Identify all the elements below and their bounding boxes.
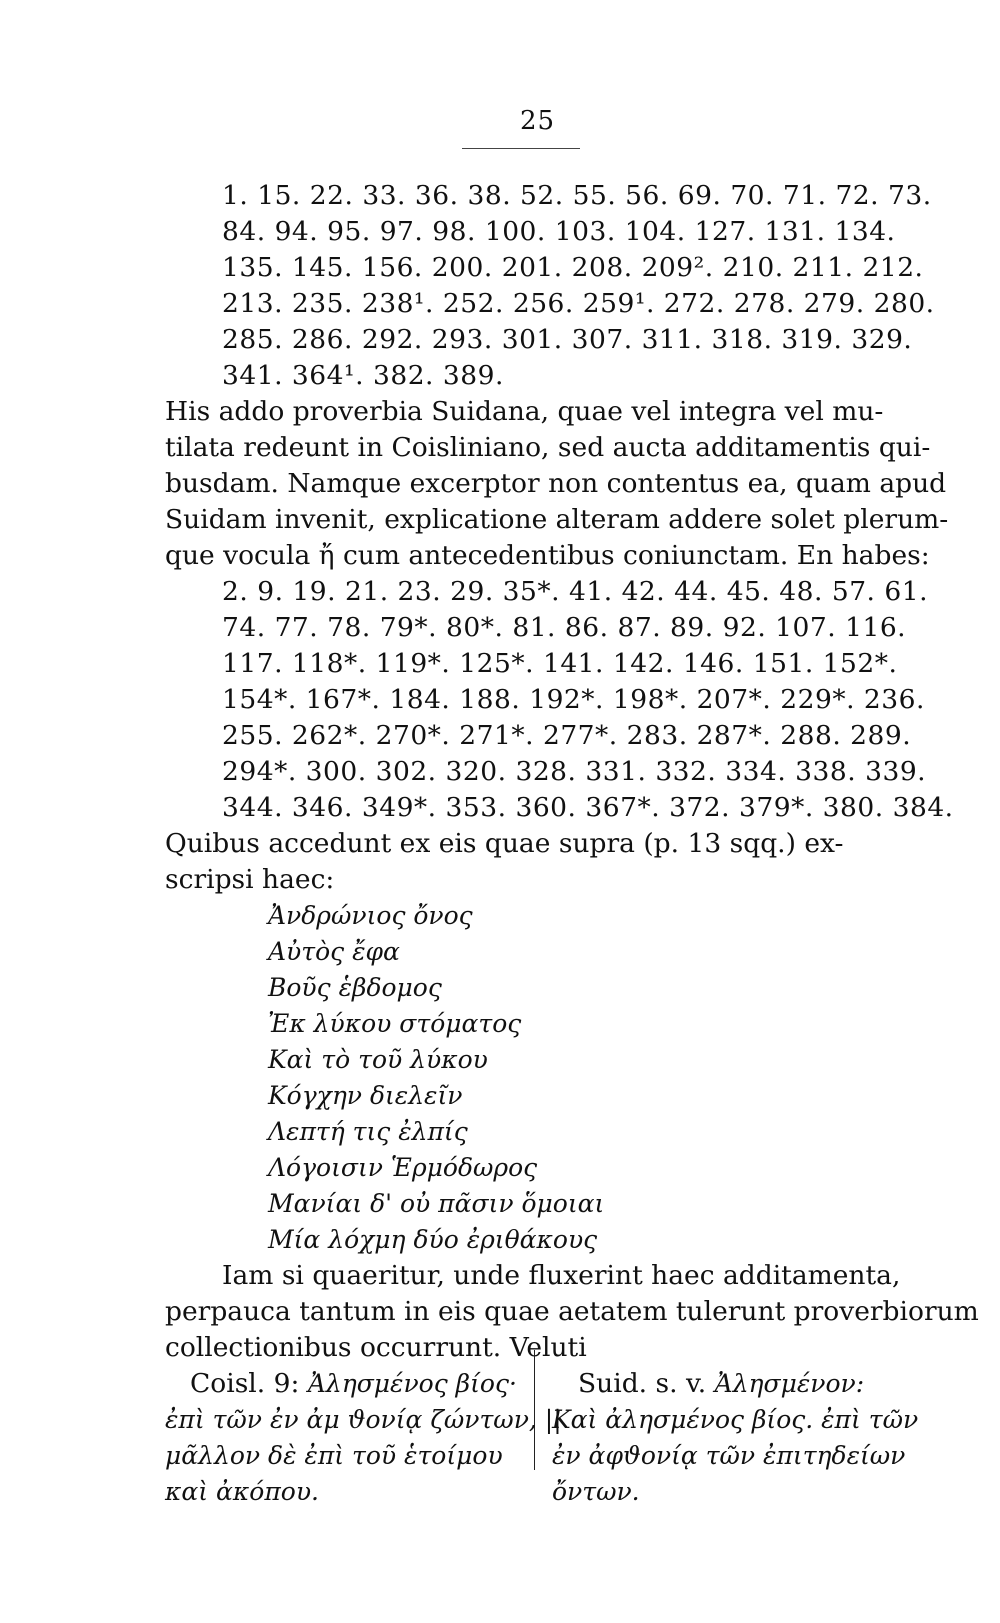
number-line: 341. 364¹. 382. 389. bbox=[222, 360, 504, 391]
greek-proverb: Κόγχην διελεῖν bbox=[268, 1081, 463, 1110]
number-line: 2. 9. 19. 21. 23. 29. 35*. 41. 42. 44. 45. 48. 57. 61. bbox=[222, 576, 929, 607]
number-line: 344. 346. 349*. 353. 360. 367*. 372. 379*. 380. 384. bbox=[222, 792, 954, 823]
text-line: scripsi haec: bbox=[165, 864, 335, 895]
page-number: 25 bbox=[520, 106, 556, 136]
suid-lemma: Ἀλησμένον: bbox=[714, 1369, 865, 1398]
suid-text-line: ὄντων. bbox=[552, 1477, 640, 1506]
text-line: Quibus accedunt ex eis quae supra (p. 13 sqq.) ex- bbox=[165, 828, 844, 859]
coisl-text-line: μᾶλλον δὲ ἐπὶ τοῦ ἑτοίμου bbox=[165, 1441, 503, 1470]
number-line: 74. 77. 78. 79*. 80*. 81. 86. 87. 89. 92. 107. 116. bbox=[222, 612, 907, 643]
coisl-label: Coisl. 9: bbox=[190, 1368, 300, 1399]
number-line: 255. 262*. 270*. 271*. 277*. 283. 287*. 288. 289. bbox=[222, 720, 912, 751]
text-line: perpauca tantum in eis quae aetatem tulerunt proverbiorum bbox=[165, 1296, 979, 1327]
suid-source bbox=[578, 1366, 864, 1402]
header-rule bbox=[462, 148, 580, 149]
text-line: Iam si quaeritur, unde fluxerint haec additamenta, bbox=[222, 1260, 901, 1291]
number-line: 117. 118*. 119*. 125*. 141. 142. 146. 151. 152*. bbox=[222, 648, 898, 679]
suid-text-line: Καὶ ἀλησμένος βίος. ἐπὶ τῶν bbox=[552, 1405, 919, 1434]
greek-proverb: Ἀνδρώνιος ὄνος bbox=[268, 901, 473, 930]
greek-proverb: Μανίαι δ' οὐ πᾶσιν ὅμοιαι bbox=[268, 1189, 605, 1218]
number-line: 285. 286. 292. 293. 301. 307. 311. 318. 319. 329. bbox=[222, 324, 913, 355]
number-line: 154*. 167*. 184. 188. 192*. 198*. 207*. 229*. 236. bbox=[222, 684, 925, 715]
text-line: busdam. Namque excerptor non contentus ea, quam apud bbox=[165, 468, 947, 499]
greek-proverb: Καὶ τὸ τοῦ λύκου bbox=[268, 1045, 488, 1074]
greek-proverb: Βοῦς ἑβδομος bbox=[268, 973, 442, 1002]
greek-proverb: Λεπτή τις ἐλπίς bbox=[268, 1117, 468, 1146]
text-line: His addo proverbia Suidana, quae vel integra vel mu- bbox=[165, 396, 884, 427]
greek-proverb: Ἐκ λύκου στόματος bbox=[268, 1009, 522, 1038]
text-line: tilata redeunt in Coisliniano, sed aucta additamentis qui- bbox=[165, 432, 931, 463]
coisl-source bbox=[190, 1366, 517, 1402]
greek-proverb: Αὐτὸς ἔφα bbox=[268, 937, 400, 966]
greek-proverb: Λόγοισιν Ἑρμόδωρος bbox=[268, 1153, 538, 1182]
suid-text-line: ἐν ἀφϑονίᾳ τῶν ἐπιτηδείων bbox=[552, 1441, 906, 1470]
greek-proverb: Μία λόχμη δύο ἐριθάκους bbox=[268, 1225, 598, 1254]
number-line: 84. 94. 95. 97. 98. 100. 103. 104. 127. 131. 134. bbox=[222, 216, 896, 247]
coisl-text-line: καὶ ἀκόπου. bbox=[165, 1477, 319, 1506]
number-line: 294*. 300. 302. 320. 328. 331. 332. 334. 338. 339. bbox=[222, 756, 927, 787]
number-line: 1. 15. 22. 33. 36. 38. 52. 55. 56. 69. 70. 71. 72. 73. bbox=[222, 180, 932, 211]
text-line: collectionibus occurrunt. Veluti bbox=[165, 1332, 587, 1363]
text-line: que vocula ἤ cum antecedentibus coniunctam. En habes: bbox=[165, 540, 930, 571]
coisl-lemma: Ἀλησμένος βίος· bbox=[307, 1369, 517, 1398]
text-line: Suidam invenit, explicatione alteram addere solet plerum- bbox=[165, 504, 949, 535]
number-line: 135. 145. 156. 200. 201. 208. 209². 210. 211. 212. bbox=[222, 252, 924, 283]
coisl-text-line: ἐπὶ τῶν ἐν ἀμ ϑονίᾳ ζώντων, || bbox=[165, 1405, 562, 1434]
suid-label: Suid. s. v. bbox=[578, 1368, 707, 1399]
number-line: 213. 235. 238¹. 252. 256. 259¹. 272. 278. 279. 280. bbox=[222, 288, 935, 319]
